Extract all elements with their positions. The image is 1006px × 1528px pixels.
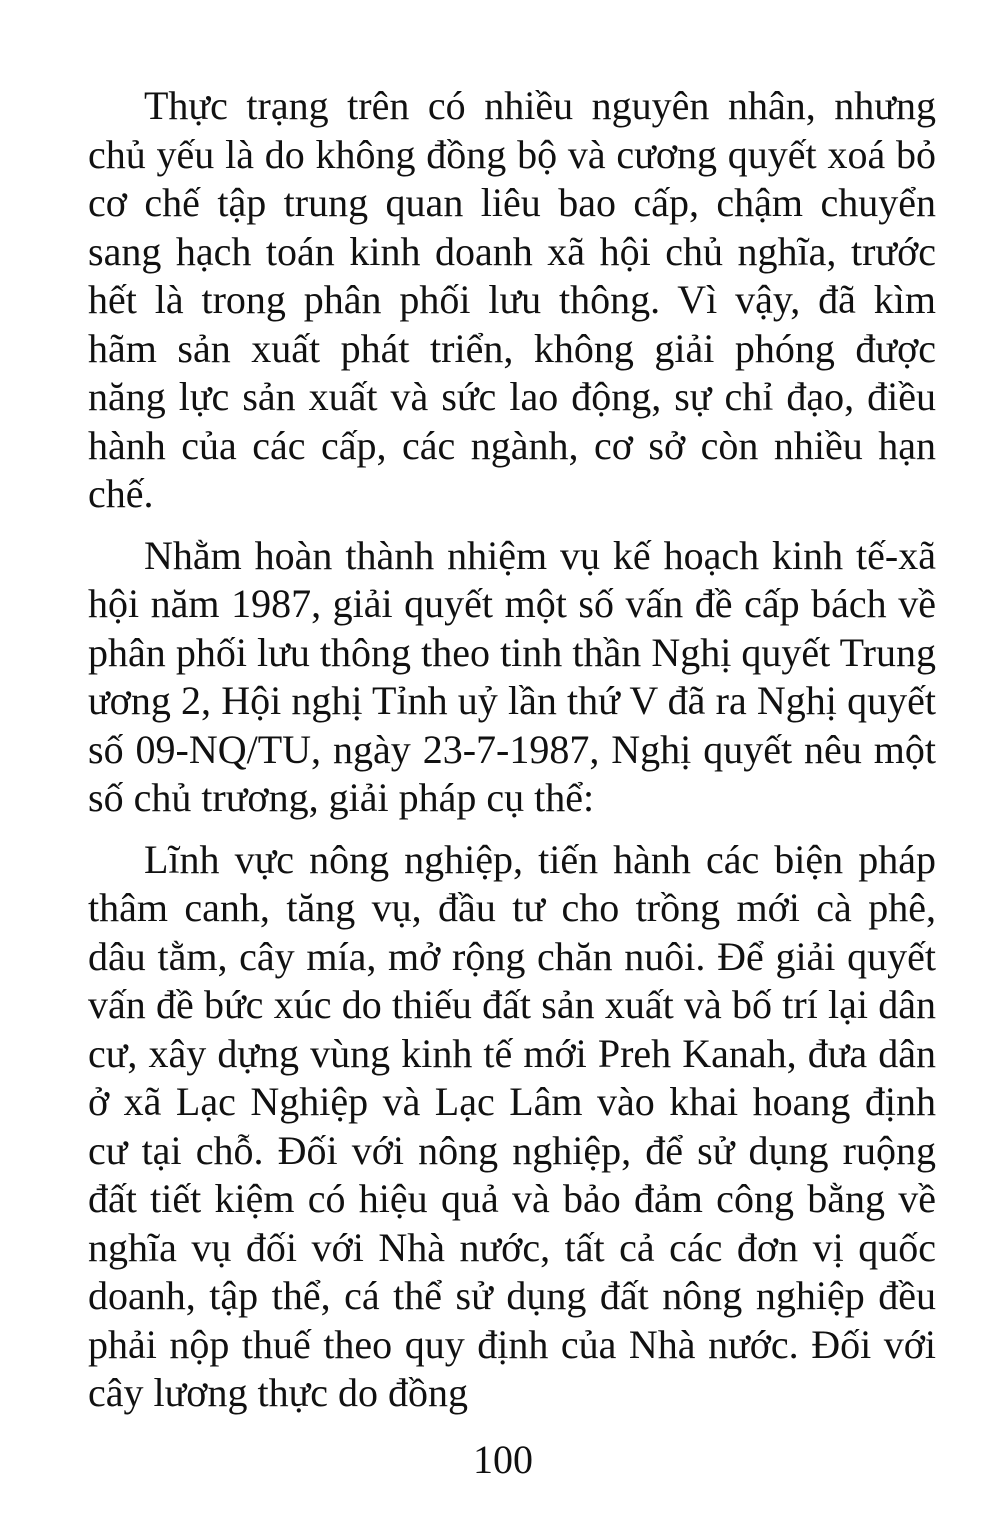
paragraph-2: Nhằm hoàn thành nhiệm vụ kế hoạch kinh tế-xã hội năm 1987, giải quyết một số vấn đề cấp bách về phân phối lưu thông theo tinh thần Nghị quyết Trung ương 2, Hội nghị Tỉnh uỷ lần thứ V đã ra Nghị quyết số 09-NQ/TU, ngày 23-7-1987, Nghị quyết nêu một số chủ trương, giải pháp cụ thể:	[88, 532, 936, 820]
page-number: 100	[473, 1437, 533, 1482]
paragraph-3: Lĩnh vực nông nghiệp, tiến hành các biện pháp thâm canh, tăng vụ, đầu tư cho trồng mới cà phê, dâu tằm, cây mía, mở rộng chăn nuôi. Để giải quyết vấn đề bức xúc do thiếu đất sản xuất và bố trí lại dân cư, xây dựng vùng kinh tế mới Preh Kanah, đưa dân ở xã Lạc Nghiệp và Lạc Lâm vào khai hoang định cư tại chỗ. Đối với nông nghiệp, để sử dụng ruộng đất tiết kiệm có hiệu quả và bảo đảm công bằng về nghĩa vụ đối với Nhà nước, tất cả các đơn vị quốc doanh, tập thể, cá thể sử dụng đất nông nghiệp đều phải nộp thuế theo quy định của Nhà nước. Đối với cây lương thực do đồng	[88, 836, 936, 1415]
paragraph-1: Thực trạng trên có nhiều nguyên nhân, nhưng chủ yếu là do không đồng bộ và cương quyết xoá bỏ cơ chế tập trung quan liêu bao cấp, chậm chuyển sang hạch toán kinh doanh xã hội chủ nghĩa, trước hết là trong phân phối lưu thông. Vì vậy, đã kìm hãm sản xuất phát triển, không giải phóng được năng lực sản xuất và sức lao động, sự chỉ đạo, điều hành của các cấp, các ngành, cơ sở còn nhiều hạn chế.	[88, 83, 936, 516]
body-text	[88, 82, 936, 1431]
